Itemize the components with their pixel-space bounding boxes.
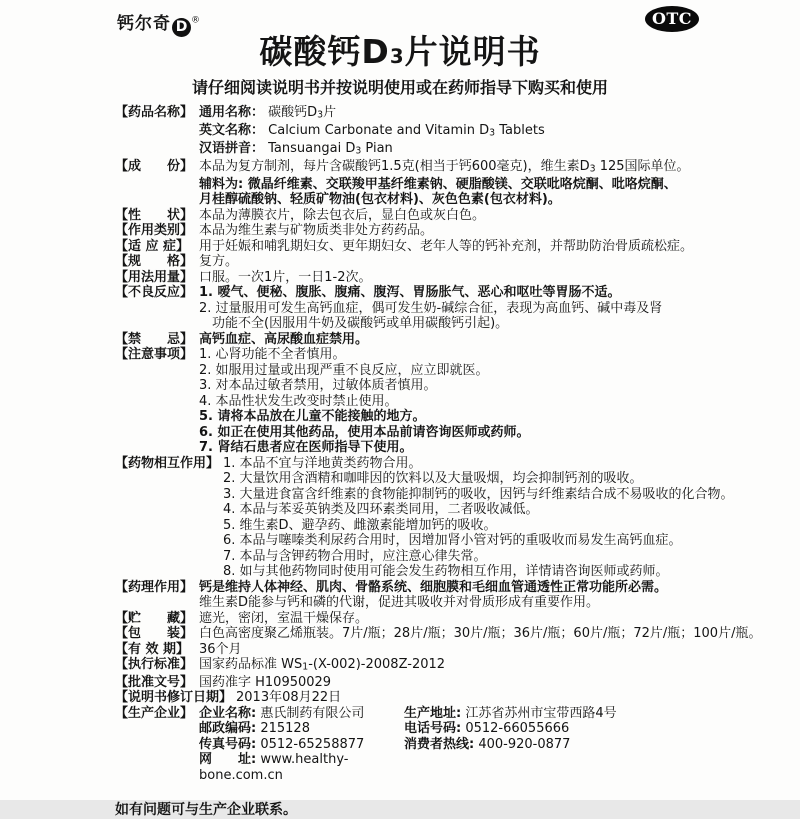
section [115, 208, 764, 224]
sections-container [115, 105, 764, 819]
section-label: 【不良反应】 [115, 285, 194, 301]
text-line: 6. 本品与噻嗪类利尿药合用时，因增加肾小管对钙的重吸收而易发生高钙血症。 [223, 533, 682, 549]
section-content [199, 223, 764, 239]
section [115, 159, 764, 208]
section-content [199, 105, 764, 159]
section [115, 580, 764, 611]
section [115, 105, 764, 159]
section-content [223, 456, 764, 580]
brand-name: 钙尔奇 [117, 14, 171, 34]
section [115, 690, 764, 706]
section-content [199, 580, 764, 611]
text-line [199, 737, 764, 753]
section-label: 【药理作用】 [115, 579, 194, 595]
text-line: 4. 本品与苯妥英钠类及四环素类同用，二者吸收减低。 [223, 502, 539, 518]
section-label: 【注意事项】 [115, 347, 194, 363]
section [115, 642, 764, 658]
section-label: 【批准文号】 [115, 674, 194, 690]
field-label: 电话号码: [404, 721, 462, 737]
section-label: 【适 应 症】 [115, 238, 190, 254]
contact-note: 如有问题可与生产企业联系。 [115, 802, 297, 819]
section [115, 332, 764, 348]
section [115, 223, 764, 239]
field: 生产地址: 江苏省苏州市宝带西路4号 [404, 705, 617, 721]
section-content [199, 675, 764, 691]
section-label: 【禁 忌】 [115, 331, 194, 347]
section [115, 611, 764, 627]
text-line: 1. 本品不宜与洋地黄类药物合用。 [223, 455, 422, 471]
section-content [236, 690, 764, 706]
text-line: 8. 如与其他药物同时使用可能会发生药物相互作用，详情请咨询医师或药师。 [223, 564, 669, 580]
section [115, 626, 764, 642]
section-label: 【药品名称】 [115, 105, 194, 120]
field-label: 英文名称： [199, 122, 265, 138]
section-content [199, 285, 764, 332]
section-label: 【成 份】 [115, 158, 194, 174]
section-label: 【用法用量】 [115, 269, 194, 285]
section-content [199, 611, 764, 627]
field: 企业名称: 惠氏制药有限公司 [199, 705, 365, 721]
text-line [199, 721, 764, 737]
registered-trademark-icon: ® [191, 15, 201, 26]
section-content [199, 332, 764, 348]
section-label: 【性 状】 [115, 207, 194, 223]
text-line: 国药准字 H10950029 [199, 674, 332, 690]
field: 消费者热线: 400-920-0877 [404, 736, 571, 752]
section [115, 270, 764, 286]
section-label: 【说明书修订日期】 [115, 690, 233, 706]
field: 邮政编码: 215128 [199, 721, 310, 737]
text-line: 辅料为: 微晶纤维素、交联羧甲基纤维素钠、硬脂酸镁、交联吡咯烷酮、吡咯烷酮、 [199, 176, 677, 192]
section-label: 【药物相互作用】 [115, 455, 220, 471]
otc-badge: OTC [645, 6, 699, 32]
text-line: 国家药品标准 $WS_1-(X-002)-2008Z-2012$ [199, 657, 446, 673]
text-line: 7. 肾结石患者应在医师指导下使用。 [199, 440, 413, 456]
section-label: 【生产企业】 [115, 705, 194, 721]
text-line: 本品为维生素与矿物质类非处方药药品。 [199, 223, 434, 239]
text-line: 2. 如服用过量或出现严重不良反应，应立即就医。 [199, 362, 489, 378]
section-label: 【执行标准】 [115, 657, 194, 673]
section [115, 706, 764, 784]
section [115, 675, 764, 691]
text-line: 36个月 [199, 641, 242, 657]
text-line: 7. 本品与含钾药物合用时，应注意心律失常。 [223, 548, 487, 564]
field: 传真号码: 0512-65258877 [199, 736, 365, 752]
section [115, 254, 764, 270]
text-line: 本品为薄膜衣片，除去包衣后，显白色或灰白色。 [199, 207, 486, 223]
section-content [199, 657, 764, 675]
section-label: 【有 效 期】 [115, 641, 190, 657]
section-label: 【贮 藏】 [115, 610, 194, 626]
text-line: 1. 心肾功能不全者慎用。 [199, 347, 346, 363]
text-line: 用于妊娠和哺乳期妇女、更年期妇女、老年人等的钙补充剂，并帮助防治骨质疏松症。 [199, 238, 694, 254]
text-line: 2. 过量服用可发生高钙血症，偶可发生奶-碱综合征，表现为高血钙、碱中毒及肾 [199, 300, 663, 316]
text-line: 维生素D能参与钙和磷的代谢，促进其吸收并对骨质形成有重要作用。 [199, 595, 600, 611]
field-label: 传真号码: [199, 736, 257, 752]
text-line: 月桂醇硫酸钠、轻质矿物油(包衣材料)、灰色色素(包衣材料)。 [199, 192, 561, 208]
section-label: 【规 格】 [115, 254, 194, 270]
text-line: 2. 大量饮用含酒精和咖啡因的饮料以及大量吸烟，均会抑制钙剂的吸收。 [223, 471, 643, 487]
section-content [199, 208, 764, 224]
field-label: 汉语拼音： [199, 140, 265, 156]
field-label: 消费者热线: [404, 736, 475, 752]
section [115, 347, 764, 456]
text-line: 复方。 [199, 254, 239, 270]
text-line: 英文名称： Calcium Carbonate and Vitamin $D_3$ Tablets [199, 122, 545, 139]
text-line: 本品为复方制剂，每片含碳酸钙1.5克(相当于钙600毫克)，维生素$D_3$ 125国际单位。 [199, 158, 690, 175]
text-line: 3. 对本品过敏者禁用，过敏体质者慎用。 [199, 378, 437, 394]
text-line: 遮光，密闭，室温干燥保存。 [199, 610, 369, 626]
section-content [199, 626, 764, 642]
text-line: 口服。一次1片，一日1-2次。 [199, 269, 372, 285]
section [115, 456, 764, 580]
usage-advisory: 请仔细阅读说明书并按说明使用或在药师指导下购买和使用 [191, 78, 608, 97]
text-line: 高钙血症、高尿酸血症禁用。 [199, 331, 369, 347]
section-content [199, 347, 764, 456]
field-label: 企业名称: [199, 705, 257, 721]
field-label: 邮政编码: [199, 721, 257, 737]
text-line: 2013年08月22日 [236, 690, 342, 706]
section-content [199, 706, 764, 784]
section [115, 285, 764, 332]
text-line: 通用名称： 碳酸钙$D_3$片 [199, 105, 337, 121]
section [115, 657, 764, 675]
field-label: 网 址: [199, 752, 257, 768]
section-label: 【作用类别】 [115, 223, 194, 239]
section-content [199, 239, 764, 255]
field-label: 通用名称： [199, 105, 265, 120]
section-content [199, 642, 764, 658]
field: 电话号码: 0512-66055666 [404, 721, 570, 737]
text-line: 白色高密度聚乙烯瓶装。7片/瓶；28片/瓶；30片/瓶；36片/瓶；60片/瓶；72片/瓶；100片/瓶。 [199, 626, 762, 642]
text-line [199, 706, 764, 722]
text-line: 汉语拼音： Tansuangai $D_3$ Pian [199, 140, 393, 157]
text-line: 6. 如正在使用其他药品，使用本品前请咨询医师或药师。 [199, 424, 530, 440]
field-label: 生产地址: [404, 705, 462, 721]
text-line: 5. 请将本品放在儿童不能接触的地方。 [199, 409, 426, 425]
section-content [199, 270, 764, 286]
text-line: 钙是维持人体神经、肌肉、骨骼系统、细胞膜和毛细血管通透性正常功能所必需。 [199, 579, 668, 595]
text-line: 4. 本品性状发生改变时禁止使用。 [199, 393, 398, 409]
text-line [199, 752, 764, 783]
document-title: 碳酸钙D3片说明书 [259, 32, 541, 71]
brand-d-circle-icon: D [172, 18, 191, 37]
section [115, 239, 764, 255]
text-line: 1. 嗳气、便秘、腹胀、腹痛、腹泻、胃肠胀气、恶心和呕吐等胃肠不适。 [199, 285, 621, 301]
text-line: 3. 大量进食富含纤维素的食物能抑制钙的吸收，因钙与纤维素结合成不易吸收的化合物。 [223, 486, 734, 502]
section-content [199, 159, 764, 208]
text-line: 5. 维生素D、避孕药、雌激素能增加钙的吸收。 [223, 517, 497, 533]
section-content [199, 254, 764, 270]
section-label: 【包 装】 [115, 626, 194, 642]
field: 网 址: www.healthy-bone.com.cn [199, 752, 349, 783]
text-line: 功能不全(因服用牛奶及碳酸钙或单用碳酸钙引起)。 [212, 316, 509, 332]
